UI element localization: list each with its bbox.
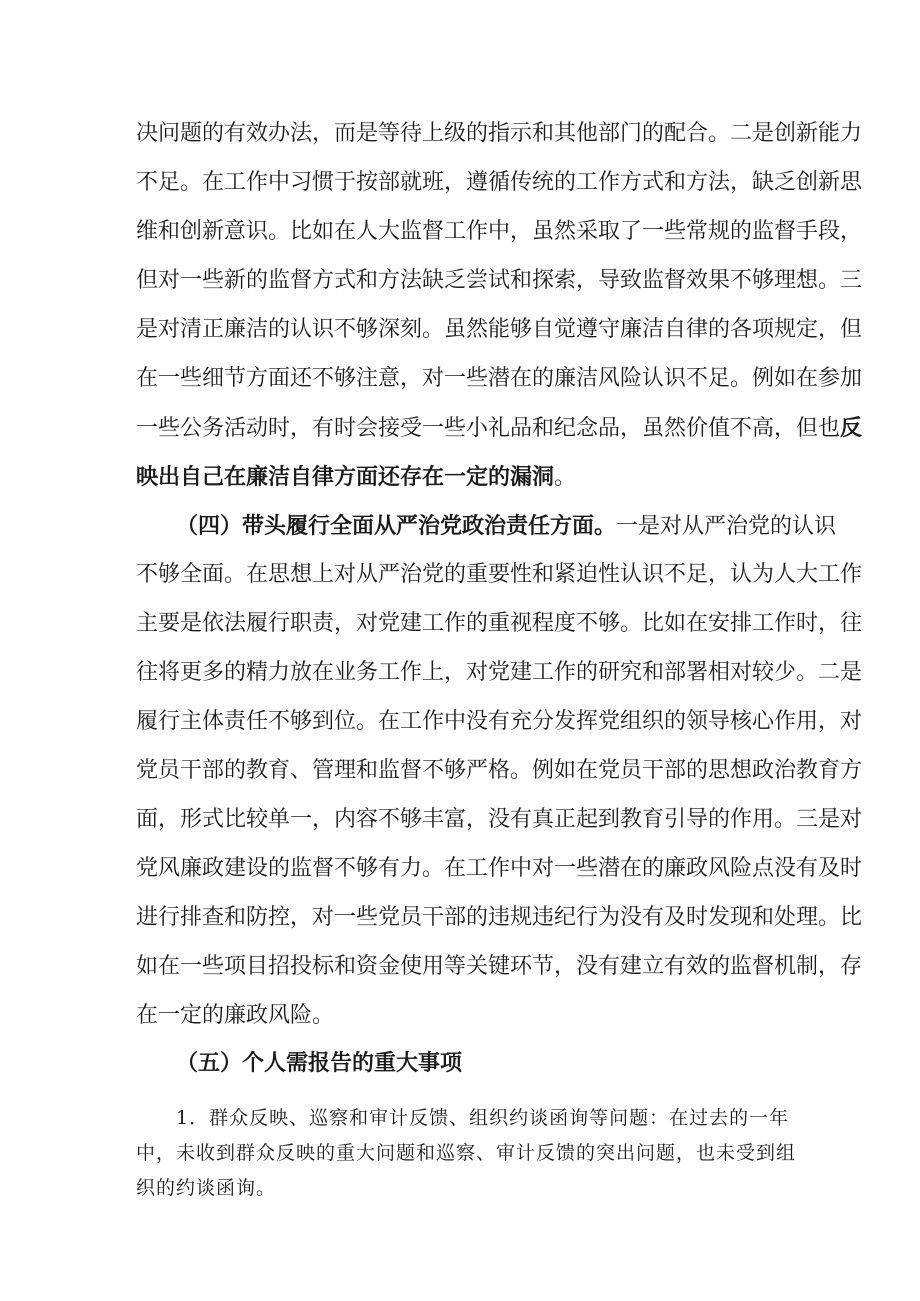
text-line: 如在一些项目招投标和资金使用等关键环节，没有建立有效的监督机制，存 [136,954,863,979]
text-line: 不足。在工作中习惯于按部就班，遵循传统的工作方式和方法，缺乏创新思 [136,170,863,195]
text-line: 党风廉政建设的监督不够有力。在工作中对一些潜在的廉政风险点没有及时 [136,856,863,881]
text-line [176,510,837,542]
text-line: 1．群众反映、巡察和审计反馈、组织约谈函询等问题：在过去的一年 [176,1107,790,1129]
text-line: 维和创新意识。比如在人大监督工作中，虽然采取了一些常规的监督手段， [136,219,863,244]
text-line: 往将更多的精力放在业务工作上，对党建工作的研究和部署相对较少。二是 [136,660,863,685]
text-line: 面，形式比较单一，内容不够丰富，没有真正起到教育引导的作用。三是对 [136,807,863,832]
text-line: 但对一些新的监督方式和方法缺乏尝试和探索，导致监督效果不够理想。三 [136,268,863,293]
bold-text: 映出自己在廉洁自律方面还存在一定的漏洞 [136,464,555,490]
text-line [136,412,863,444]
section-heading: （四）带头履行全面从严治党政治责任方面。 [176,513,617,539]
text-line: 在一些细节方面还不够注意，对一些潜在的廉洁风险认识不足。例如在参加 [136,366,863,391]
text-line: 进行排查和防控，对一些党员干部的违规违纪行为没有及时发现和处理。比 [136,905,863,930]
text-line: 是对清正廉洁的认识不够深刻。虽然能够自觉遵守廉洁自律的各项规定，但 [136,317,863,342]
text-line: 主要是依法履行职责，对党建工作的重视程度不够。比如在安排工作时，往 [136,611,863,636]
text-line: 织的约谈函询。 [136,1177,277,1199]
text-line: 在一定的廉政风险。 [136,1003,335,1028]
section-heading: （五）个人需报告的重大事项 [176,1050,463,1076]
text-line: 不够全面。在思想上对从严治党的重要性和紧迫性认识不足，认为人大工作 [136,562,863,587]
text-segment: 。 [554,465,577,490]
text-segment: 一是对从严治党的认识 [616,514,837,539]
text-line: 党员干部的教育、管理和监督不够严格。例如在党员干部的思想政治教育方 [136,758,863,783]
text-line: 决问题的有效办法，而是等待上级的指示和其他部门的配合。二是创新能力 [136,121,863,146]
text-line: 履行主体责任不够到位。在工作中没有充分发挥党组织的领导核心作用，对 [136,709,863,734]
bold-text: 反 [840,415,863,441]
text-segment: 一些公务活动时，有时会接受一些小礼品和纪念品，虽然价值不高，但也 [136,416,841,441]
text-line: 中，未收到群众反映的重大问题和巡察、审计反馈的突出问题，也未受到组 [136,1142,797,1164]
text-line [136,461,788,493]
